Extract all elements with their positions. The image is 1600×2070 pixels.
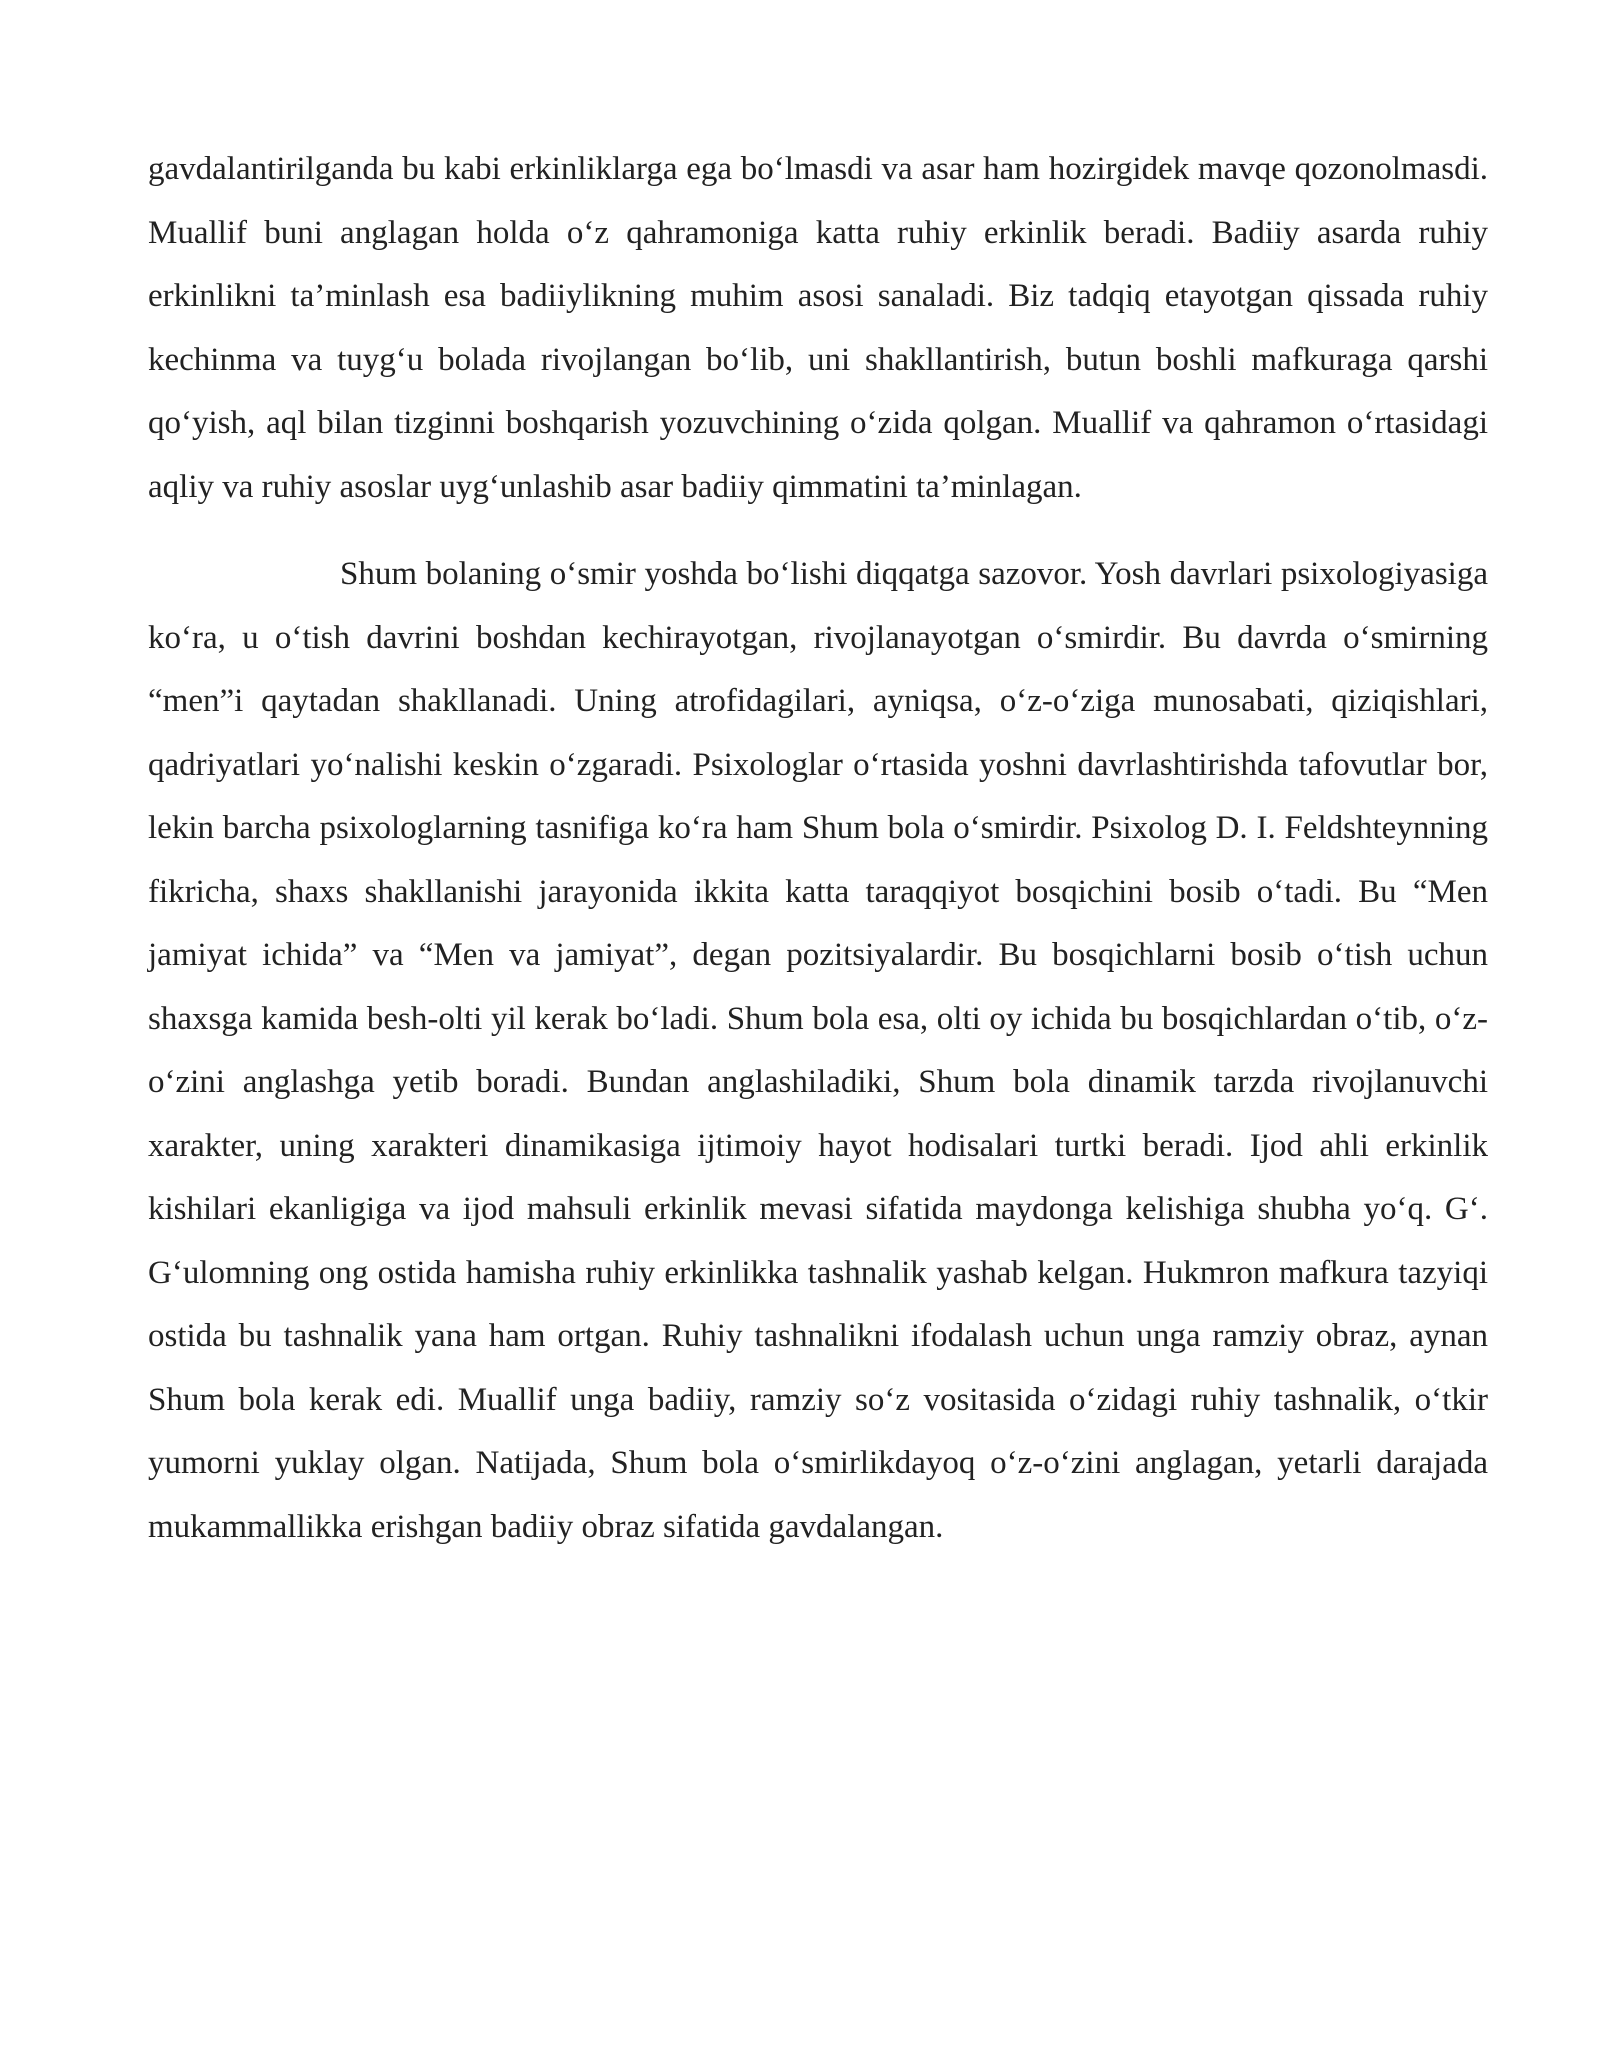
paragraph-1: gavdalantirilganda bu kabi erkinliklarga ega bo‘lmasdi va asar ham hozirgidek mavqe qozonolmasdi. Muallif buni anglagan holda o‘z qahramoniga katta ruhiy erkinlik beradi. Badiiy asarda ruhiy erkinlikni ta’minlash esa badiiylikning muhim asosi sanaladi. Biz tadqiq etayotgan qissada ruhiy kechinma va tuyg‘u bolada rivojlangan bo‘lib, uni shakllantirish, butun boshli mafkuraga qarshi qo‘yish, aql bilan tizginni boshqarish yozuvchining o‘zida qolgan. Muallif va qahramon o‘rtasidagi aqliy va ruhiy asoslar uyg‘unlashib asar badiiy qimmatini ta’minlagan. [148,151,1488,505]
paragraph-2: Shum bolaning o‘smir yoshda bo‘lishi diqqatga sazovor. Yosh davrlari psixologiyasiga ko‘ra, u o‘tish davrini boshdan kechirayotgan, rivojlanayotgan o‘smirdir. Bu davrda o‘smirning “men”i qaytadan shakllanadi. Uning atrofidagilari, ayniqsa, o‘z-o‘ziga munosabati, qiziqishlari, qadriyatlari yo‘nalishi keskin o‘zgaradi. Psixologlar o‘rtasida yoshni davrlashtirishda tafovutlar bor, lekin barcha psixologlarning tasnifiga ko‘ra ham Shum bola o‘smirdir. Psixolog D. I. Feldshteynning fikricha, shaxs shakllanishi jarayonida ikkita katta taraqqiyot bosqichini bosib o‘tadi. Bu “Men jamiyat ichida” va “Men va jamiyat”, degan pozitsiyalardir. Bu bosqichlarni bosib o‘tish uchun shaxsga kamida besh-olti yil kerak bo‘ladi. Shum bola esa, olti oy ichida bu bosqichlardan o‘tib, o‘z-o‘zini anglashga yetib boradi. Bundan anglashiladiki, Shum bola dinamik tarzda rivojlanuvchi xarakter, uning xarakteri dinamikasiga ijtimoiy hayot hodisalari turtki beradi. Ijod ahli erkinlik kishilari ekanligiga va ijod mahsuli erkinlik mevasi sifatida maydonga kelishiga shubha yo‘q. G‘. G‘ulomning ong ostida hamisha ruhiy erkinlikka tashnalik yashab kelgan. Hukmron mafkura tazyiqi ostida bu tashnalik yana ham ortgan. Ruhiy tashnalikni ifodalash uchun unga ramziy obraz, aynan Shum bola kerak edi. Muallif unga badiiy, ramziy so‘z vositasida o‘zidagi ruhiy tashnalik, o‘tkir yumorni yuklay olgan. Natijada, Shum bola o‘smirlikdayoq o‘z-o‘zini anglagan, yetarli darajada mukammallikka erishgan badiiy obraz sifatida gavdalangan. [148,556,1488,1545]
document-body [148,138,1488,1559]
